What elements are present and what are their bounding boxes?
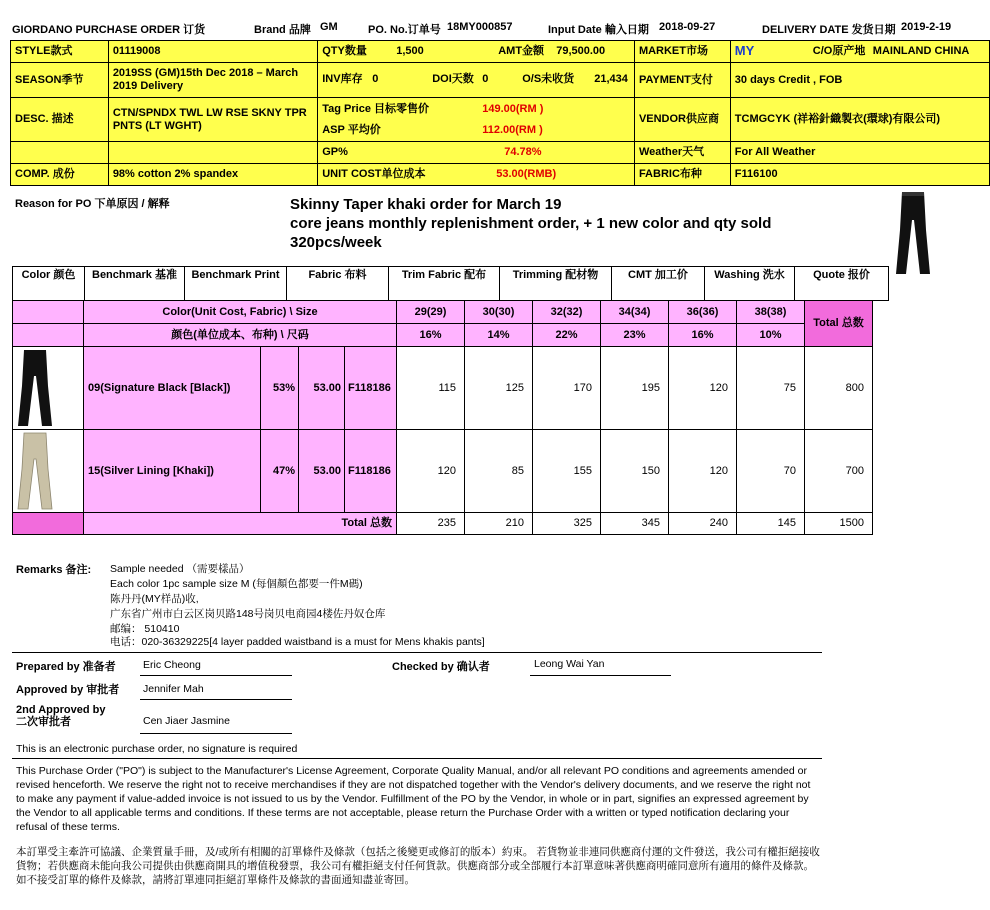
tag-price-value: 149.00(RM ) (482, 102, 544, 115)
approved-by: Jennifer Mah (143, 683, 204, 695)
tag-price-label: Tag Price 目标零售价 (322, 102, 429, 115)
section-quote: Quote 报价 (795, 267, 889, 301)
amt-value: 79,500.00 (556, 44, 606, 57)
ratio-32: 22% (533, 324, 601, 347)
footer-total-label: Total 总数 (84, 513, 397, 535)
amt-label: AMT金额 (498, 44, 545, 57)
market-label: MARKET市场 (634, 41, 730, 63)
color-fabric-black: F118186 (345, 347, 397, 430)
black-pants-image (15, 348, 55, 428)
second-approved-label (16, 704, 105, 728)
checked-by: Leong Wai Yan (534, 658, 605, 670)
color-cost-black: 53.00 (299, 347, 345, 430)
qty-black-32: 170 (533, 347, 601, 430)
delivery-date-label: DELIVERY DATE 发货日期 (762, 24, 896, 36)
input-date: 2018-09-27 (659, 21, 716, 33)
approved-by-label: Approved by 审批者 (16, 684, 120, 696)
qty-black-34: 195 (601, 347, 669, 430)
comp-label: COMP. 成份 (11, 164, 109, 186)
comp-value: 98% cotton 2% spandex (108, 164, 317, 186)
size-29: 29(29) (397, 301, 465, 324)
footer-32: 325 (533, 513, 601, 535)
style-value: 01119008 (108, 41, 317, 63)
fabric-label: FABRIC布种 (634, 164, 730, 186)
ratio-36: 16% (669, 324, 737, 347)
remark-line-4: 广东省广州市白云区岗贝路148号岗贝电商园4楼佐丹奴仓库 (110, 608, 386, 620)
market-value: MY (734, 42, 755, 58)
qty-khaki-32: 155 (533, 430, 601, 513)
qty-black-36: 120 (669, 347, 737, 430)
qty-khaki-30: 85 (465, 430, 533, 513)
footer-29: 235 (397, 513, 465, 535)
size-quantity-table (12, 300, 873, 535)
unit-cost-label: UNIT COST单位成本 (322, 167, 426, 180)
terms-english: This Purchase Order ("PO") is subject to the Manufacturer's License Agreement, Corporate Quality Manual, and/or all relevant PO conditions and agreements amended or revised henceforth. We reserve the right not to receive merchandises if they are not dispatched together with the Vendor's delivery documents, and we reserve the right not to make any payment if value-added invoice is not issued to us by the Vendor. Fulfillment of the PO by the Vendor, in whole or in part, signifies an expressed agreement by the Vendor to all applicable terms and conditions. If these terms are not acceptable, please return the Purchase Order with a written or typed notification declaring your refusal of these terms. (16, 765, 811, 833)
ratio-29: 16% (397, 324, 465, 347)
total-header: Total 总数 (805, 301, 873, 347)
asp-value: 112.00(RM ) (482, 123, 543, 136)
qty-khaki-38: 70 (737, 430, 805, 513)
checked-by-label: Checked by 确认者 (392, 661, 490, 673)
color-fabric-khaki: F118186 (345, 430, 397, 513)
size-36: 36(36) (669, 301, 737, 324)
second-approved-label-en: 2nd Approved by (16, 704, 106, 716)
qty-black-29: 115 (397, 347, 465, 430)
season-value: 2019SS (GM)15th Dec 2018 – March 2019 Delivery (108, 63, 317, 98)
totals-row (13, 513, 873, 535)
desc-label: DESC. 描述 (11, 98, 109, 142)
total-khaki: 700 (805, 430, 873, 513)
inv-value: 0 (372, 73, 379, 85)
qty-khaki-36: 120 (669, 430, 737, 513)
doi-value: 0 (482, 73, 489, 85)
gp-value: 74.78% (504, 145, 542, 158)
khaki-pants-image (15, 431, 55, 511)
po-number: 18MY000857 (447, 21, 513, 33)
divider (12, 758, 822, 759)
desc-value: CTN/SPNDX TWL LW RSE SKNY TPR PNTS (LT WGHT) (108, 98, 317, 142)
payment-value: 30 days Credit , FOB (730, 63, 989, 98)
reason-label: Reason for PO 下单原因 / 解释 (15, 198, 170, 210)
inv-label: INV库存 (322, 73, 363, 85)
section-benchmark-print: Benchmark Print (185, 267, 287, 301)
qty-khaki-29: 120 (397, 430, 465, 513)
vendor-label: VENDOR供应商 (634, 98, 730, 142)
weather-label: Weather天气 (634, 142, 730, 164)
origin-label: C/O原产地 (812, 44, 866, 57)
grand-total: 1500 (805, 513, 873, 535)
color-name-black: 09(Signature Black [Black]) (84, 347, 261, 430)
ratio-30: 14% (465, 324, 533, 347)
electronic-notice: This is an electronic purchase order, no signature is required (16, 743, 298, 755)
color-cost-khaki: 53.00 (299, 430, 345, 513)
color-name-khaki: 15(Silver Lining [Khaki]) (84, 430, 261, 513)
os-label: O/S未收货 (522, 73, 575, 85)
remark-line-1: Sample needed （需要樣品） (110, 563, 250, 575)
ratio-34: 23% (601, 324, 669, 347)
section-header-row (12, 266, 889, 301)
ratio-38: 10% (737, 324, 805, 347)
po-label: PO. No.订单号 (368, 24, 441, 36)
size-32: 32(32) (533, 301, 601, 324)
size-34: 34(34) (601, 301, 669, 324)
reason-line-2: core jeans monthly replenishment order, + 1 new color and qty sold (290, 215, 772, 232)
brand-label: Brand 品牌 (254, 24, 311, 36)
second-approved-by: Cen Jiaer Jasmine (143, 715, 230, 727)
style-label: STYLE款式 (11, 41, 109, 63)
section-washing: Washing 洗水 (705, 267, 795, 301)
second-approved-label-cn: 二次审批者 (16, 716, 71, 728)
section-fabric: Fabric 布料 (287, 267, 389, 301)
footer-38: 145 (737, 513, 805, 535)
remark-line-6: 电话：020-36329225[4 layer padded waistband is a must for Mens khakis pants] (110, 636, 485, 648)
qty-value: 1,500 (396, 44, 424, 57)
unit-cost-value: 53.00(RMB) (496, 167, 557, 180)
table-row (13, 430, 873, 513)
qty-black-30: 125 (465, 347, 533, 430)
weather-value: For All Weather (730, 142, 989, 164)
prepared-by-label: Prepared by 准备者 (16, 661, 116, 673)
origin-value: MAINLAND CHINA (872, 44, 970, 57)
size-38: 38(38) (737, 301, 805, 324)
season-label: SEASON季节 (11, 63, 109, 98)
footer-30: 210 (465, 513, 533, 535)
divider (12, 652, 822, 653)
asp-label: ASP 平均价 (322, 123, 381, 136)
section-benchmark: Benchmark 基准 (85, 267, 185, 301)
color-pct-khaki: 47% (261, 430, 299, 513)
delivery-date: 2019-2-19 (901, 21, 952, 33)
size-30: 30(30) (465, 301, 533, 324)
vendor-value: TCMGCYK (祥裕針織製衣(環球)有限公司) (730, 98, 989, 142)
prepared-by: Eric Cheong (143, 659, 201, 671)
section-cmt: CMT 加工价 (612, 267, 705, 301)
qty-khaki-34: 150 (601, 430, 669, 513)
section-trim-fabric: Trim Fabric 配布 (389, 267, 500, 301)
color-pct-black: 53% (261, 347, 299, 430)
qty-label: QTY数量 (322, 44, 367, 57)
remark-line-3: 陈丹丹(MY样品)收, (110, 593, 199, 605)
table-row (13, 347, 873, 430)
reason-line-3: 320pcs/week (290, 234, 382, 251)
footer-36: 240 (669, 513, 737, 535)
section-trimming: Trimming 配材物 (500, 267, 612, 301)
product-pants-image (893, 190, 933, 276)
brand-value: GM (320, 21, 338, 33)
section-color: Color 颜色 (13, 267, 85, 301)
reason-text (290, 195, 850, 252)
reason-line-1: Skinny Taper khaki order for March 19 (290, 196, 562, 213)
os-value: 21,434 (594, 73, 628, 85)
company-title: GIORDANO PURCHASE ORDER 订货 (12, 24, 206, 36)
remark-line-5: 邮编： 510410 (110, 623, 180, 635)
gp-label: GP% (322, 145, 348, 158)
footer-34: 345 (601, 513, 669, 535)
total-black: 800 (805, 347, 873, 430)
payment-label: PAYMENT支付 (634, 63, 730, 98)
doi-label: DOI天数 (432, 73, 474, 85)
order-info-table (10, 40, 990, 186)
qty-black-38: 75 (737, 347, 805, 430)
remarks-label: Remarks 备注: (16, 564, 92, 576)
remark-line-2: Each color 1pc sample size M (每個顏色都要一件M碼) (110, 578, 363, 590)
grid-head-cn: 颜色(单位成本、布种) \ 尺码 (84, 324, 397, 347)
terms-chinese: 本訂單受主牽許可協議、企業質量手冊，及/或所有相關的訂單條件及條款（包括之後變更或修訂的版本）約束。 若貨物並非連同供應商付運的文件發送，我公司有權拒絕接收貨物；若供應商未能向我公司提供由供應商開具的增值稅發票，我公司有權拒絕支付任何貨款。供應商部分或全部履行本訂單意味著供應商明確同意所有適用的條件及條款。如不接受訂單的條件及條款，請將訂單連同拒絕訂單條件及條款的書面通知盡並寄回。 (16, 846, 820, 886)
input-date-label: Input Date 輸入日期 (548, 24, 649, 36)
grid-head-en: Color(Unit Cost, Fabric) \ Size (84, 301, 397, 324)
fabric-value: F116100 (730, 164, 989, 186)
